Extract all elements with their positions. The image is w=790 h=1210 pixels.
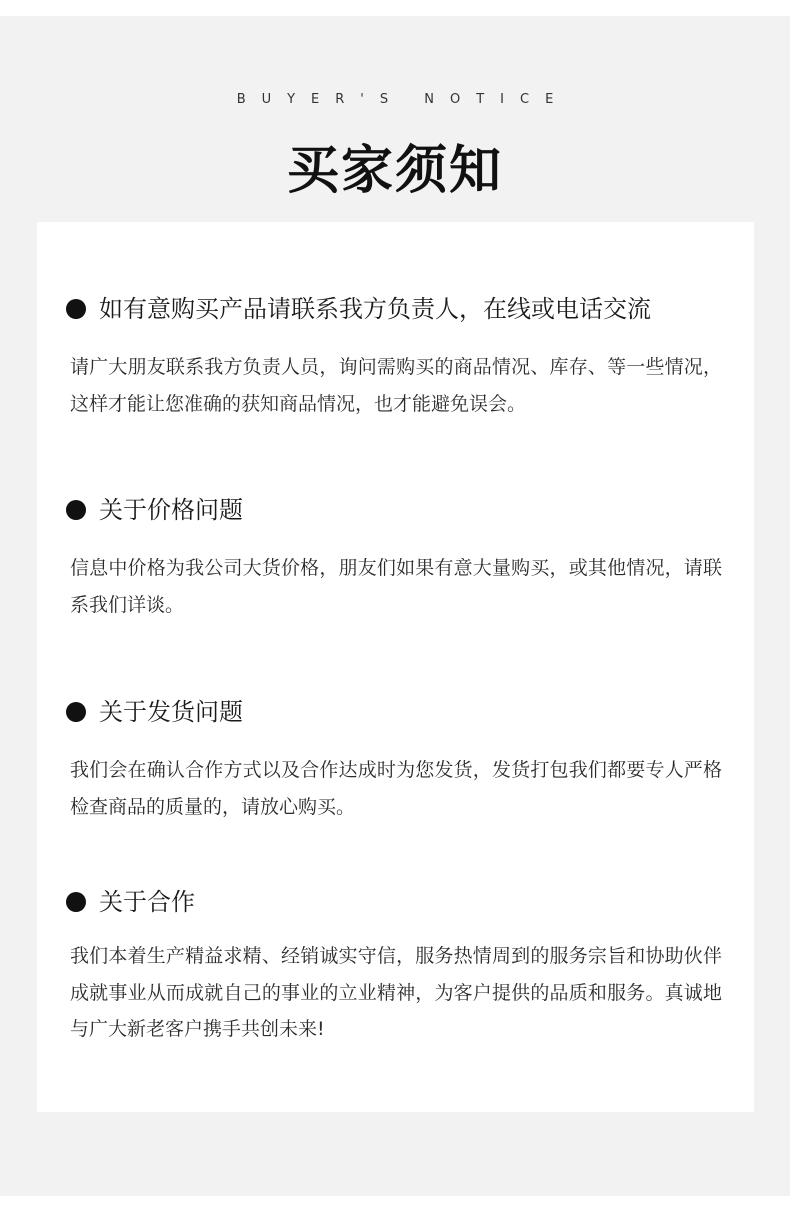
notice-card	[37, 222, 754, 1112]
section-heading-text: 关于价格问题	[99, 496, 243, 524]
bullet-icon	[66, 299, 86, 319]
bullet-icon	[66, 500, 86, 520]
section-heading	[66, 292, 651, 326]
section-heading	[66, 695, 243, 729]
page-title: 买家须知	[286, 141, 503, 201]
section-heading	[66, 885, 195, 919]
section-body: 我们会在确认合作方式以及合作达成时为您发货，发货打包我们都要专人严格检查商品的质量的，请放心购买。	[70, 759, 722, 818]
section-body: 请广大朋友联系我方负责人员，询问需购买的商品情况、库存、等一些情况，这样才能让您准确的获知商品情况，也才能避免误会。	[70, 356, 722, 415]
section-heading-text: 关于发货问题	[99, 698, 243, 726]
notice-subtitle: BUYER'S NOTICE	[236, 92, 570, 107]
section-body: 信息中价格为我公司大货价格，朋友们如果有意大量购买，或其他情况，请联系我们详谈。	[70, 557, 722, 616]
section-heading-text: 如有意购买产品请联系我方负责人，在线或电话交流	[99, 295, 651, 323]
section-body: 我们本着生产精益求精、经销诚实守信，服务热情周到的服务宗旨和协助伙伴成就事业从而成就自己的事业的立业精神，为客户提供的品质和服务。真诚地与广大新老客户携手共创未来!	[70, 945, 722, 1040]
bullet-icon	[66, 892, 86, 912]
bullet-icon	[66, 702, 86, 722]
section-heading-text: 关于合作	[99, 888, 195, 916]
section-heading	[66, 493, 243, 527]
